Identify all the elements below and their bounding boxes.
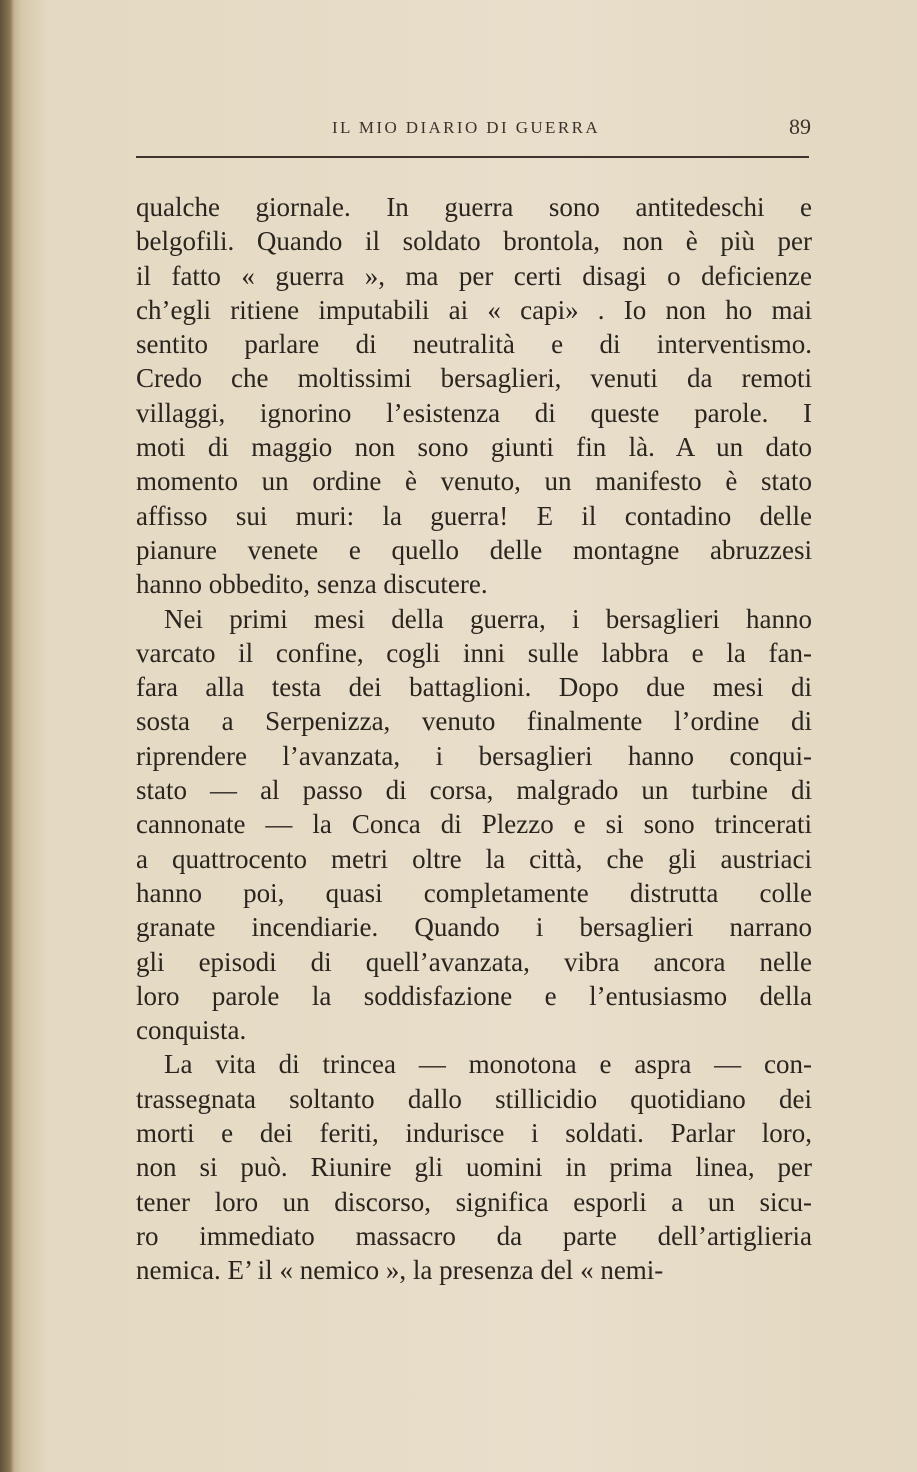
text-line: trassegnata soltanto dallo stillicidio quotidiano dei: [136, 1083, 812, 1114]
text-line: loro parole la soddisfazione e l’entusiasmo della: [136, 980, 812, 1011]
text-line: gli episodi di quell’avanzata, vibra ancora nelle: [136, 946, 812, 977]
book-spine-shadow: [0, 0, 14, 1472]
text-line: il fatto « guerra », ma per certi disagi o deficienze: [136, 260, 812, 291]
text-line: morti e dei feriti, indurisce i soldati. Parlar loro,: [136, 1118, 812, 1149]
text-line: sentito parlare di neutralità e di interventismo.: [136, 329, 812, 360]
text-line: Nei primi mesi della guerra, i bersaglieri hanno: [164, 603, 812, 634]
text-line: affisso sui muri: la guerra! E il contadino delle: [136, 500, 812, 531]
text-line: Credo che moltissimi bersaglieri, venuti da remoti: [136, 363, 812, 394]
text-line: momento un ordine è venuto, un manifesto è stato: [136, 466, 812, 497]
text-line: nemica. E’ il « nemico », la presenza del « nemi-: [136, 1255, 664, 1286]
text-line: hanno poi, quasi completamente distrutta colle: [136, 877, 812, 908]
text-line: belgofili. Quando il soldato brontola, non è più per: [136, 226, 812, 257]
text-line: fara alla testa dei battaglioni. Dopo due mesi di: [136, 672, 812, 703]
text-line: non si può. Riunire gli uomini in prima linea, per: [136, 1152, 812, 1183]
text-line: ch’egli ritiene imputabili ai « capi» . Io non ho mai: [136, 294, 812, 325]
header-rule: [136, 156, 809, 158]
paragraph: [136, 1047, 812, 1287]
text-line: cannonate — la Conca di Plezzo e si sono trincerati: [136, 809, 812, 840]
text-line: tener loro un discorso, significa esporli a un sicu-: [136, 1186, 812, 1217]
text-line: La vita di trincea — monotona e aspra — con-: [164, 1049, 812, 1080]
text-line: villaggi, ignorino l’esistenza di queste parole. I: [136, 397, 812, 428]
text-line: hanno obbedito, senza discutere.: [136, 569, 488, 600]
text-line: pianure venete e quello delle montagne abruzzesi: [136, 534, 812, 565]
text-line: granate incendiarie. Quando i bersaglieri narrano: [136, 912, 812, 943]
text-line: a quattrocento metri oltre la città, che gli austriaci: [136, 843, 812, 874]
text-line: qualche giornale. In guerra sono antitedeschi e: [136, 192, 812, 222]
text-line: moti di maggio non sono giunti fin là. A un dato: [136, 432, 812, 463]
body-text: [136, 190, 812, 1288]
paragraph: [136, 602, 812, 1048]
running-title: IL MIO DIARIO DI GUERRA: [332, 118, 600, 137]
text-line: varcato il confine, cogli inni sulle labbra e la fan-: [136, 637, 812, 668]
text-line: conquista.: [136, 1015, 247, 1046]
page-number: 89: [789, 114, 811, 139]
text-line: stato — al passo di corsa, malgrado un turbine di: [136, 775, 812, 806]
text-line: riprendere l’avanzata, i bersaglieri hanno conqui-: [136, 740, 812, 771]
text-line: ro immediato massacro da parte dell’artiglieria: [136, 1220, 812, 1251]
paragraph: [136, 190, 812, 602]
page-header: [136, 114, 811, 148]
text-line: sosta a Serpenizza, venuto finalmente l’ordine di: [136, 706, 812, 737]
